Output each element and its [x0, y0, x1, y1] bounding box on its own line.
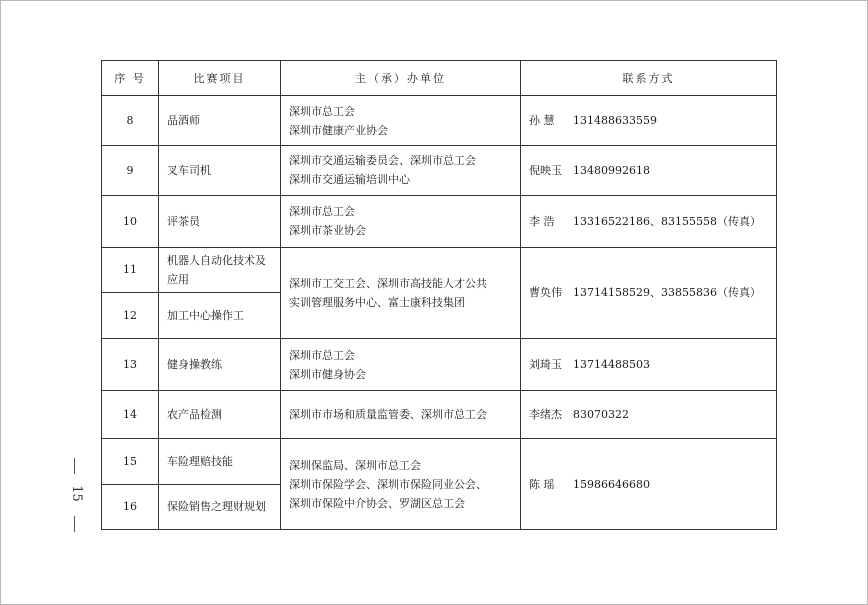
organizer-line: 深圳市保险学会、深圳市保险同业公会、: [289, 477, 487, 491]
row-organizer: [281, 339, 521, 390]
table-row: [102, 96, 777, 145]
row-item: 评茶员: [159, 196, 281, 247]
row-organizer: [281, 390, 521, 438]
contact-info: 13714158529、33855836（传真）: [573, 286, 761, 300]
row-item: 加工中心操作工: [159, 292, 281, 338]
row-seq: 16: [102, 484, 159, 529]
header-item: 比赛项目: [159, 61, 281, 96]
organizer-line: 深圳市健身协会: [289, 367, 366, 381]
row-contact: [521, 145, 777, 195]
contact-name: 刘琦玉: [529, 358, 562, 372]
contact-name: 孙 慧: [529, 114, 555, 127]
row-contact: [521, 439, 777, 530]
contact-name: 李绪杰: [529, 407, 562, 421]
row-seq: 13: [102, 339, 159, 390]
table-row: [102, 439, 777, 484]
contact-info: 15986646680: [573, 477, 650, 491]
organizer-line: 实训管理服务中心、富士康科技集团: [289, 295, 465, 309]
row-item: 健身操教练: [159, 339, 281, 390]
organizer-line: 深圳市健康产业协会: [289, 123, 388, 137]
row-contact: [521, 339, 777, 390]
contact-name: 曹奂伟: [529, 286, 562, 300]
organizer-line: 深圳市市场和质量监管委、深圳市总工会: [289, 407, 487, 421]
header-organizer: 主（承）办单位: [281, 61, 521, 96]
row-item: 保险销售之理财规划: [159, 484, 281, 529]
row-organizer: [281, 247, 521, 339]
organizer-line: 深圳市交通运输培训中心: [289, 173, 410, 187]
row-item: 车险理赔技能: [159, 439, 281, 484]
table-row: [102, 339, 777, 390]
contact-info: 13480992618: [573, 163, 650, 177]
page-number-dash-bottom: [74, 516, 75, 532]
row-seq: 8: [102, 96, 159, 145]
organizer-line: 深圳市总工会: [289, 104, 355, 118]
row-organizer: [281, 196, 521, 247]
row-organizer: [281, 96, 521, 145]
row-contact: [521, 390, 777, 438]
row-item: 机器人自动化技术及应用: [159, 247, 281, 292]
table-row: [102, 145, 777, 195]
row-organizer: [281, 439, 521, 530]
row-seq: 10: [102, 196, 159, 247]
contact-info: 83070322: [573, 407, 629, 421]
contact-name: 李 浩: [529, 214, 555, 228]
row-item: 农产品检测: [159, 390, 281, 438]
row-contact: [521, 196, 777, 247]
page-number-dash-top: [74, 458, 75, 474]
header-seq: 序 号: [102, 61, 159, 96]
organizer-line: 深圳市茶业协会: [289, 224, 366, 238]
row-item: 叉车司机: [159, 145, 281, 195]
table-row: [102, 390, 777, 438]
table-row: [102, 196, 777, 247]
contact-info: 13714488503: [573, 358, 650, 372]
organizer-line: 深圳市总工会: [289, 205, 355, 219]
page-number: [64, 458, 94, 538]
contact-info: 13316522186、83155558（传真）: [573, 214, 761, 228]
row-seq: 14: [102, 390, 159, 438]
row-seq: 15: [102, 439, 159, 484]
contact-info: 131488633559: [573, 114, 657, 127]
contact-name: 倪映玉: [529, 163, 562, 177]
row-contact: [521, 96, 777, 145]
organizer-line: 深圳市交通运输委员会、深圳市总工会: [289, 154, 476, 168]
header-row: [102, 61, 777, 96]
table-row: [102, 247, 777, 292]
organizer-line: 深圳市工交工会、深圳市高技能人才公共: [289, 276, 487, 290]
row-organizer: [281, 145, 521, 195]
row-seq: 12: [102, 292, 159, 338]
organizer-line: 深圳市保险中介协会、罗湖区总工会: [289, 496, 465, 510]
page-number-text: 15: [68, 485, 84, 502]
row-seq: 11: [102, 247, 159, 292]
header-contact: 联系方式: [521, 61, 777, 96]
competition-table: [101, 60, 777, 530]
contact-name: 陈 瑶: [529, 477, 555, 491]
row-seq: 9: [102, 145, 159, 195]
organizer-line: 深圳保监局、深圳市总工会: [289, 458, 421, 472]
row-item: 品酒师: [159, 96, 281, 145]
row-contact: [521, 247, 777, 339]
organizer-line: 深圳市总工会: [289, 348, 355, 362]
